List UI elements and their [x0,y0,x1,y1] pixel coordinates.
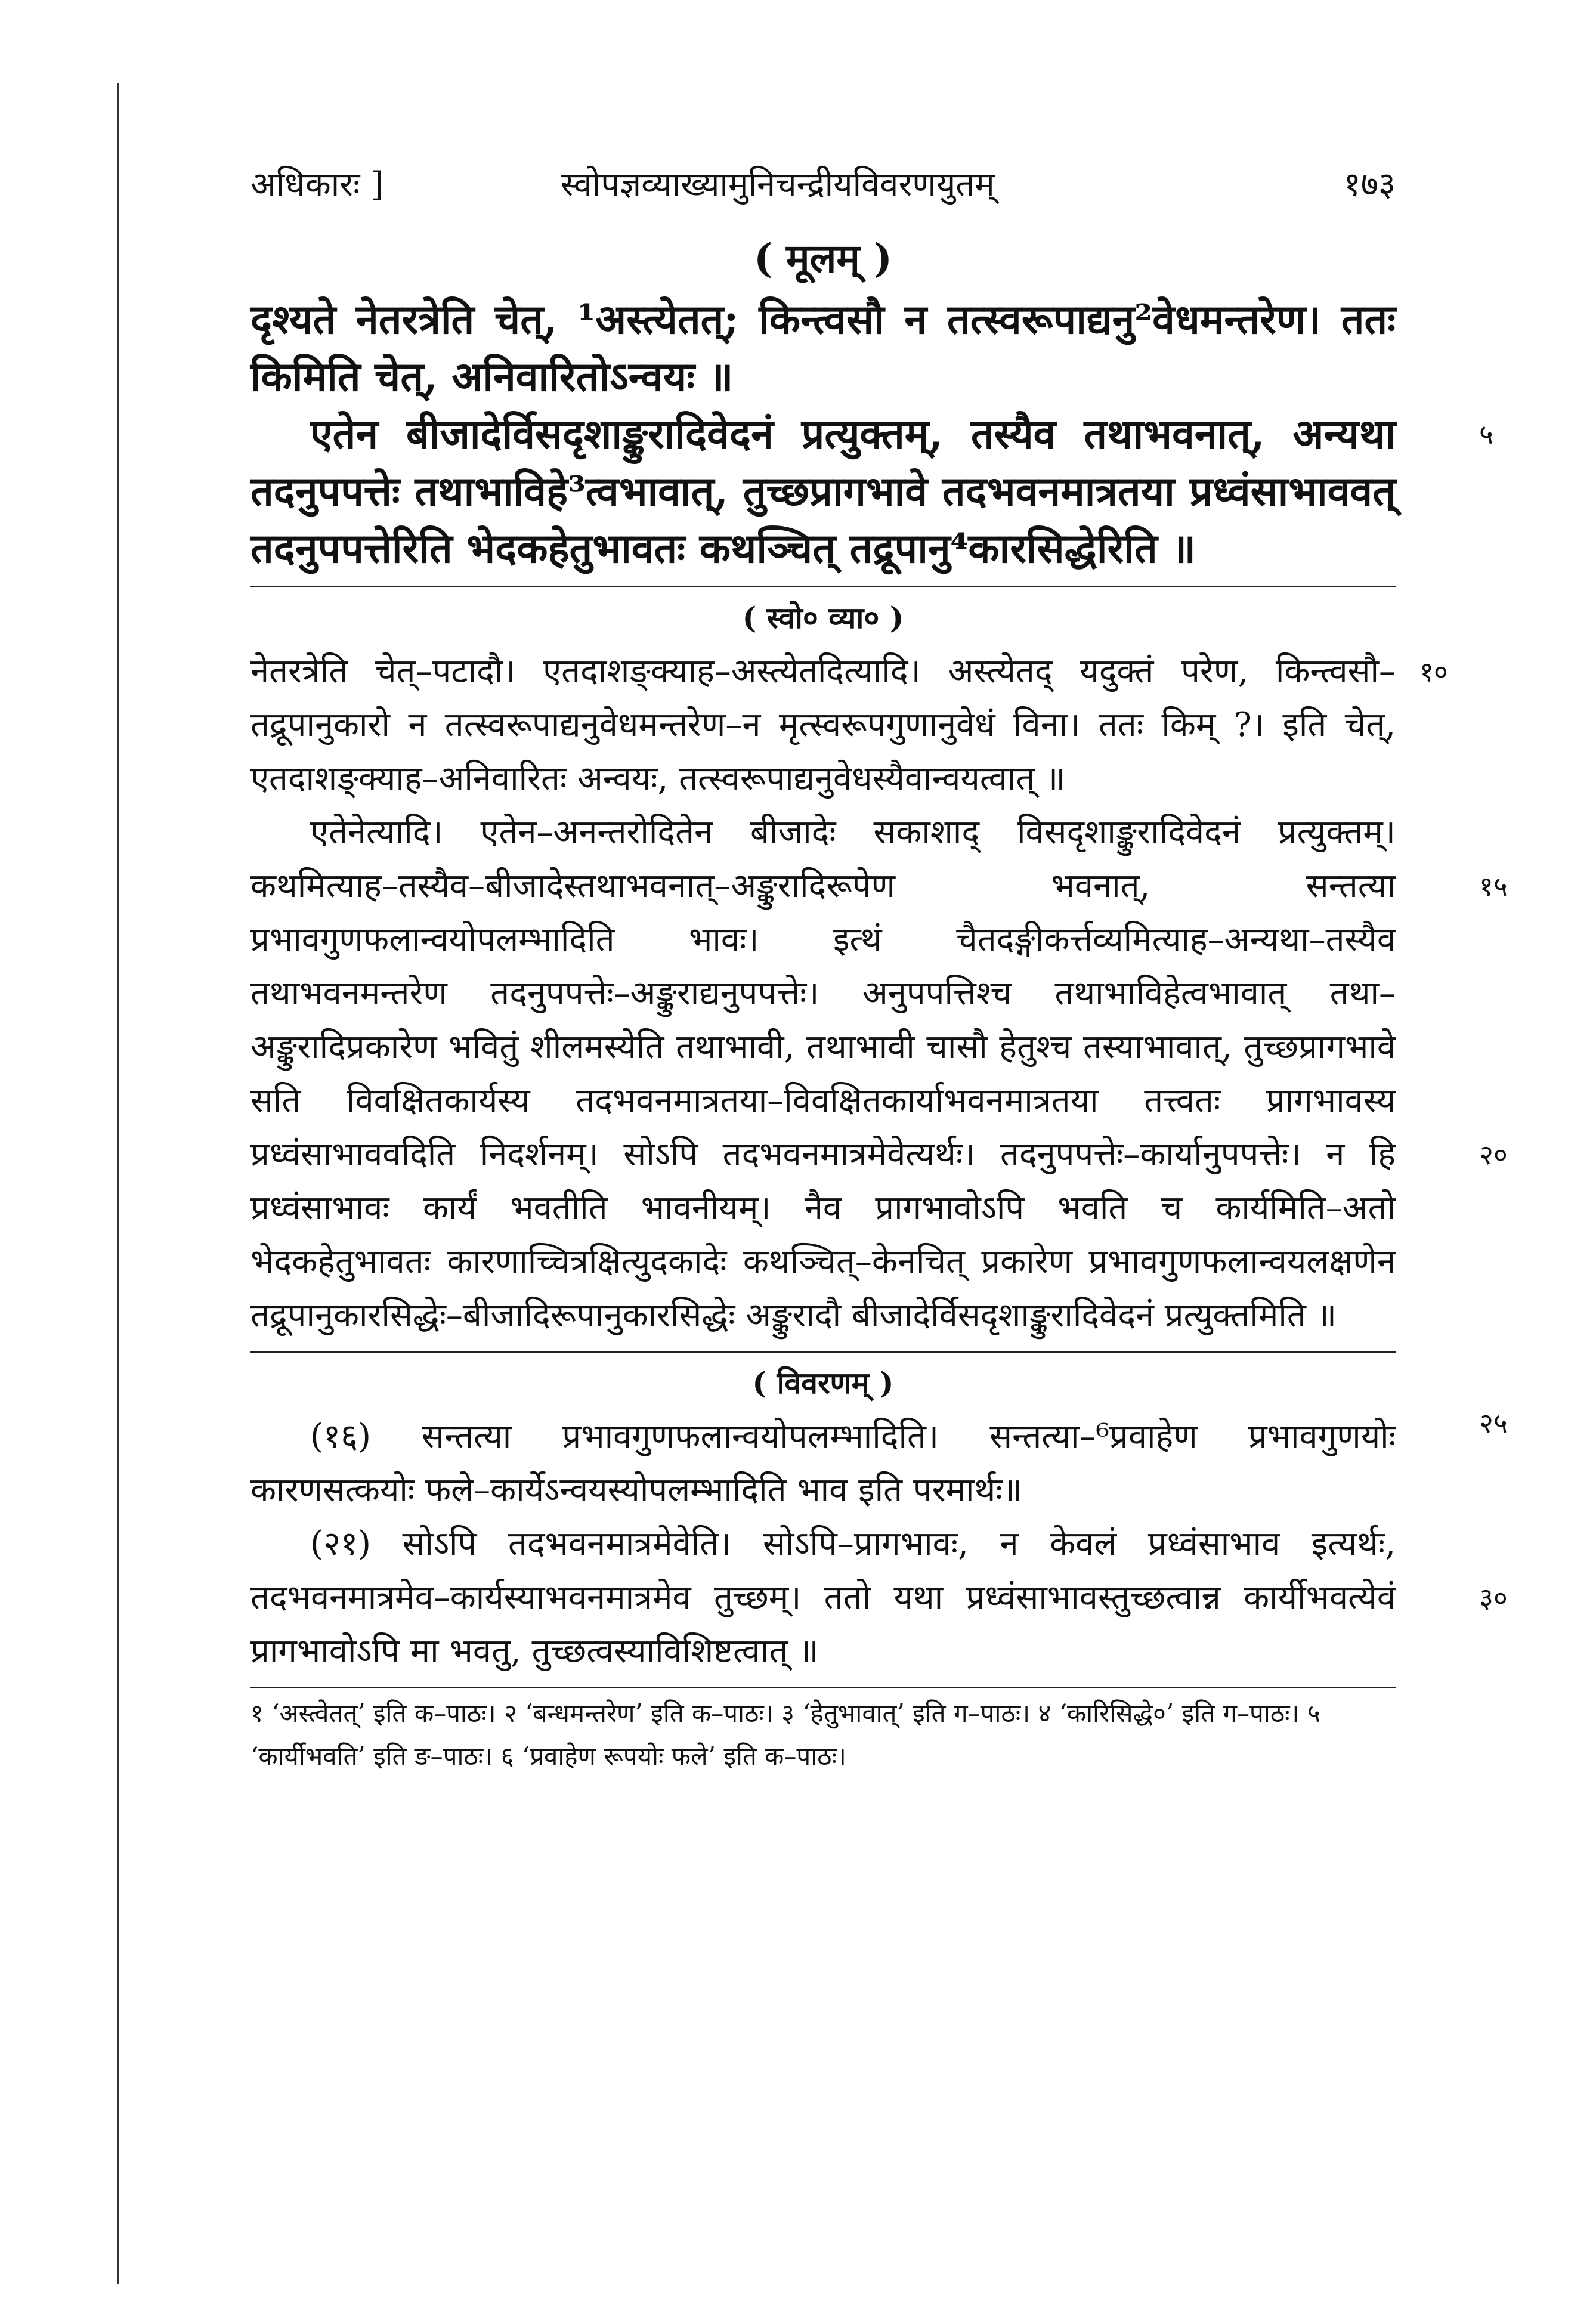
line-number: १० [1419,655,1448,688]
vyakhya-title: ( स्वो० व्या० ) [742,600,904,635]
header-chapter: अधिकारः ] [250,165,384,204]
mula-para-2-text: एतेन बीजादेर्विसदृशाङ्कुरादिवेदनं प्रत्युक्तम्, तस्यैव तथाभवनात्, अन्यथा तदनुपपत्तेः तथाभाविहे³त्वभावात्, तुच्छप्रागभावे तदभवनमात्रतया प्रध्वंसाभाववत् तदनुपपत्तेरिति भेदकहेतुभावतः कथञ्चित् तद्रूपानु⁴कारसिद्धेरिति ॥ [250,410,1396,573]
vyakhya-para-1 [250,645,1448,806]
vyakhya-para-1-text: नेतरत्रेति चेत्–पटादौ। एतदाशङ्क्याह–अस्त्येतदित्यादि। अस्त्येतद् यदुक्तं परेण, किन्त्वसौ–तद्रूपानुकारो न तत्स्वरूपाद्यनुवेधमन्तरेण–न मृत्स्वरूपगुणानुवेधं विना। ततः किम् ?। इति चेत्, एतदाशङ्क्याह–अनिवारितः अन्वयः, तत्स्वरूपाद्यनुवेधस्यैवान्वयत्वात् ॥ [250,652,1396,798]
footnote-text: १ ‘अस्त्वेतत्’ इति क–पाठः। २ ‘बन्धमन्तरेण’ इति क–पाठः। ३ ‘हेतुभावात्’ इति ग–पाठः। ४ ‘कारिसिद्धे०’ इति ग–पाठः। ५ ‘कार्यीभवति’ इति ङ–पाठः। ६ ‘प्रवाहेण रूपयोः फले’ इति क–पाठः। [250,1699,1320,1771]
line-number: २५ [1479,1407,1508,1439]
line-number: ५ [1479,418,1493,450]
mula-title: ( मूलम् ) [753,235,893,282]
mula-para-2 [250,406,1493,577]
header-title: स्वोपज्ञव्याख्यामुनिचन्द्रीयविवरणयुतम् [561,165,995,204]
divider-rule [250,1351,1396,1353]
footnotes [250,1692,1396,1778]
line-number: ३० [1479,1582,1508,1614]
page-number: १७३ [1343,165,1396,204]
vyakhya-para-2-text: एतेनेत्यादि। एतेन–अनन्तरोदितेन बीजादेः सकाशाद् विसदृशाङ्कुरादिवेदनं प्रत्युक्तम्। कथमित्याह–तस्यैव–बीजादेस्तथाभवनात्–अङ्कुरादिरूपेण भवनात्, सन्तत्या प्रभावगुणफलान्वयोपलम्भादिति भावः। इत्थं चैतदङ्गीकर्त्तव्यमित्याह–अन्यथा–तस्यैव तथाभवनमन्तरेण तदनुपपत्तेः–अङ्कुराद्यनुपपत्तेः। अनुपपत्तिश्च तथाभाविहेत्वभावात् तथा–अङ्कुरादिप्रकारेण भवितुं शीलमस्येति तथाभावी, तथाभावी चासौ हेतुश्च तस्याभावात्, तुच्छप्रागभावे सति विवक्षितकार्यस्य तदभवनमात्रतया–विवक्षितकार्याभवनमात्रतया तत्त्वतः प्रागभावस्य प्रध्वंसाभाववदिति निदर्शनम्। सोऽपि तदभवनमात्रमेवेत्यर्थः। तदनुपपत्तेः–कार्यानुपपत्तेः। न हि प्रध्वंसाभावः कार्यं भवतीति भावनीयम्। नैव प्रागभावोऽपि भवति च कार्यमिति–अतो भेदकहेतुभावतः कारणाच्चित्रक्षित्युदकादेः कथञ्चित्–केनचित् प्रकारेण प्रभावगुणफलान्वयलक्षणेन तद्रूपानुकारसिद्धेः–बीजादिरूपानुकारसिद्धेः अङ्कुरादौ बीजादेर्विसदृशाङ्कुरादिवेदनं प्रत्युक्तमिति ॥ [250,813,1396,1335]
line-number: २० [1479,1139,1508,1171]
vivarana-para-2 [250,1517,1508,1678]
page [250,149,1508,1778]
line-number: १५ [1479,870,1508,902]
footnote-rule [250,1687,1396,1688]
mula-section [250,225,1493,577]
scan-gutter-line [117,83,119,2284]
vivarana-para-2-text: (२१) सोऽपि तदभवनमात्रमेवेति। सोऽपि–प्रागभावः, न केवलं प्रध्वंसाभाव इत्यर्थः, तदभवनमात्रमेव–कार्यस्याभवनमात्रमेव तुच्छम्। ततो यथा प्रध्वंसाभावस्तुच्छत्वान्न कार्यीभवत्येवं प्रागभावोऽपि मा भवतु, तुच्छत्वस्याविशिष्टत्वात् ॥ [250,1524,1396,1671]
vivarana-title: ( विवरणम् ) [752,1365,894,1400]
mula-para-1: दृश्यते नेतरत्रेति चेत्, ¹अस्त्येतत्; किन्त्वसौ न तत्स्वरूपाद्यनु²वेधमन्तरेण। ततः किमिति चेत्, अनिवारितोऽन्वयः ॥ [250,296,1396,401]
vivarana-para-1: (१६) सन्तत्या प्रभावगुणफलान्वयोपलम्भादिति। सन्तत्या–⁶प्रवाहेण प्रभावगुणयोः कारणसत्कयोः फले–कार्येऽन्वयस्योपलम्भादिति भाव इति परमार्थः॥ [250,1417,1396,1510]
running-header [250,149,1396,221]
divider-rule [250,586,1396,587]
